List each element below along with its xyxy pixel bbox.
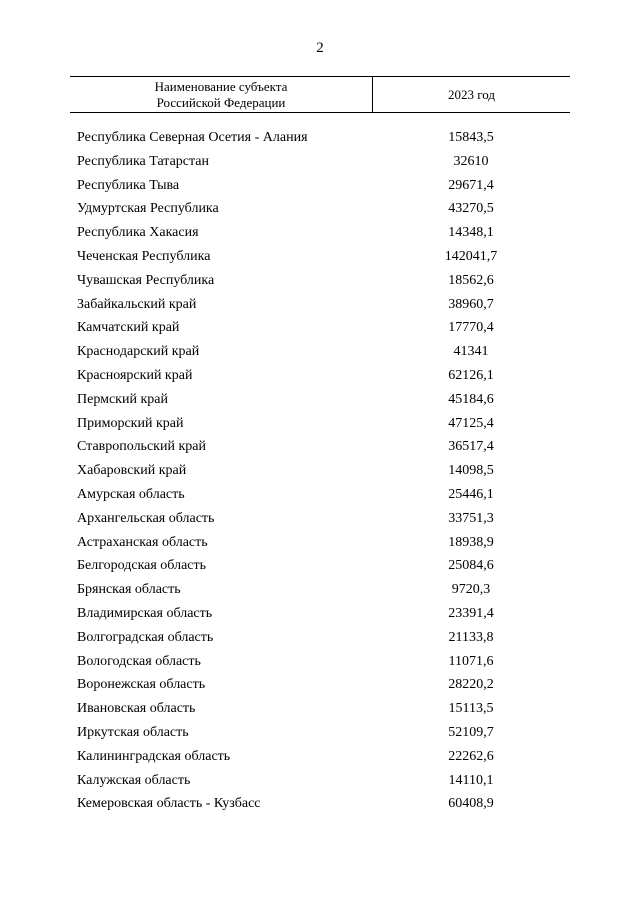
region-value: 25446,1 [448, 486, 494, 502]
region-value: 29671,4 [448, 177, 494, 193]
region-name: Удмуртская Республика [77, 201, 219, 217]
table-row [0, 460, 640, 484]
header-region-name-label: Наименование субъекта Российской Федерации [154, 78, 288, 110]
region-name: Чеченская Республика [77, 248, 211, 264]
region-name: Камчатский край [77, 320, 180, 336]
region-value: 52109,7 [448, 724, 494, 740]
region-value: 60408,9 [448, 796, 494, 812]
region-name: Забайкальский край [77, 296, 197, 312]
region-name: Иркутская область [77, 724, 189, 740]
table-row [0, 365, 640, 389]
table-row [0, 770, 640, 794]
table-row [0, 484, 640, 508]
table-row [0, 151, 640, 175]
region-name: Вологодская область [77, 653, 201, 669]
header-year-label: 2023 год [448, 86, 495, 102]
region-name: Чувашская Республика [77, 272, 215, 288]
region-value: 18938,9 [448, 534, 494, 550]
region-name: Красноярский край [77, 367, 193, 383]
region-value: 41341 [453, 344, 489, 360]
region-name: Владимирская область [77, 605, 213, 621]
region-value: 18562,6 [448, 272, 494, 288]
table-row [0, 651, 640, 675]
region-value: 14110,1 [448, 772, 494, 788]
table-row [0, 127, 640, 151]
page-number: 2 [316, 40, 324, 56]
region-value: 38960,7 [448, 296, 494, 312]
table-row [0, 246, 640, 270]
region-name: Республика Тыва [77, 177, 180, 193]
table-row [0, 579, 640, 603]
region-value: 17770,4 [448, 320, 494, 336]
table-row [0, 198, 640, 222]
region-name: Приморский край [77, 415, 184, 431]
region-value: 15113,5 [448, 701, 494, 717]
table-row [0, 555, 640, 579]
table-row [0, 270, 640, 294]
region-name: Брянская область [77, 582, 181, 598]
region-name: Хабаровский край [77, 463, 187, 479]
region-name: Астраханская область [77, 534, 208, 550]
table-header [70, 76, 570, 113]
region-value: 14348,1 [448, 225, 494, 241]
region-value: 9720,3 [451, 582, 491, 598]
region-value: 33751,3 [448, 510, 494, 526]
table-row [0, 698, 640, 722]
region-name: Республика Татарстан [77, 153, 210, 169]
region-name: Республика Северная Осетия - Алания [77, 130, 308, 145]
region-value: 36517,4 [448, 439, 494, 455]
region-value: 21133,8 [448, 629, 494, 645]
table-row [0, 674, 640, 698]
table-row [0, 508, 640, 532]
table-row [0, 603, 640, 627]
region-name: Калужская область [77, 772, 191, 788]
table-row [0, 436, 640, 460]
region-value: 28220,2 [448, 677, 494, 693]
header-year [373, 77, 570, 112]
region-name: Кемеровская область - Кузбасс [77, 796, 261, 812]
table-row [0, 317, 640, 341]
region-name: Белгородская область [77, 558, 207, 574]
table-row [0, 793, 640, 817]
region-value: 15843,5 [448, 130, 494, 145]
region-name: Архангельская область [77, 510, 215, 526]
region-name: Ставропольский край [77, 439, 206, 455]
table-row [0, 389, 640, 413]
region-value: 22262,6 [448, 748, 494, 764]
region-name: Краснодарский край [77, 344, 200, 360]
region-name: Пермский край [77, 391, 168, 407]
region-value: 62126,1 [448, 367, 494, 383]
table-row [0, 627, 640, 651]
table-row [0, 294, 640, 318]
table-row [0, 532, 640, 556]
region-value: 25084,6 [448, 558, 494, 574]
region-value: 43270,5 [448, 201, 494, 217]
table-row [0, 746, 640, 770]
table-row [0, 175, 640, 199]
header-region-name [70, 77, 373, 112]
table-row [0, 341, 640, 365]
table-row [0, 722, 640, 746]
region-value: 142041,7 [444, 248, 498, 264]
region-value: 23391,4 [448, 605, 494, 621]
region-value: 45184,6 [448, 391, 494, 407]
table-row [0, 222, 640, 246]
table-row [0, 413, 640, 437]
region-name: Амурская область [77, 486, 185, 502]
region-name: Воронежская область [77, 677, 206, 693]
table-body [0, 127, 640, 817]
region-value: 47125,4 [448, 415, 494, 431]
region-name: Калининградская область [77, 748, 231, 764]
region-name: Ивановская область [77, 701, 196, 717]
region-value: 11071,6 [448, 653, 494, 669]
region-name: Волгоградская область [77, 629, 214, 645]
region-name: Республика Хакасия [77, 225, 199, 241]
region-value: 32610 [453, 153, 489, 169]
region-value: 14098,5 [448, 463, 494, 479]
